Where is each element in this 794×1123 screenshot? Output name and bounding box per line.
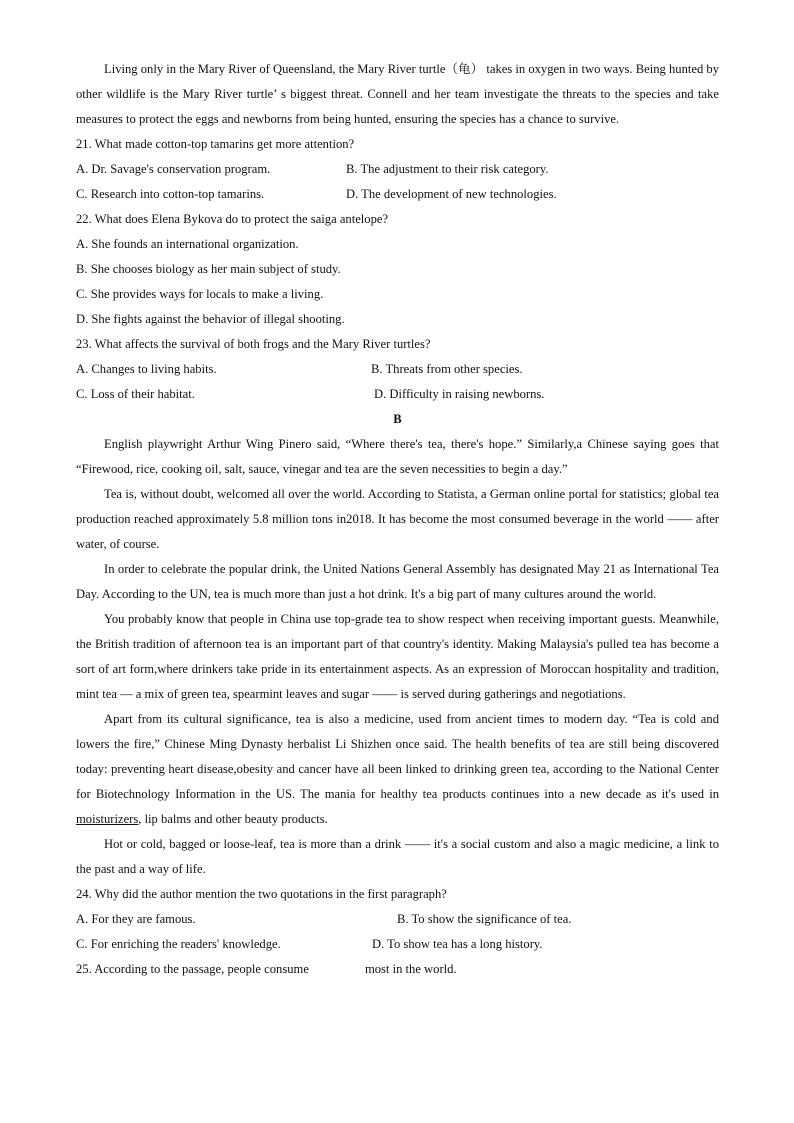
question-23-option-d: D. Difficulty in raising newborns. xyxy=(374,387,545,401)
underlined-word-moisturizers: moisturizers xyxy=(76,812,139,826)
paragraph-5-text-before: Apart from its cultural significance, tea is also a medicine, used from ancient times to modern day. “Tea is cold and lowers the fire,” Chinese Ming Dynasty herbalist Li Shizhen once said. The health benefits of tea are still being discovered today: preventing heart disease,obesity and cancer have all been linked to drinking green tea, according to the National Center for Biotechnology Information in the US. The mania for healthy tea products continues into a new decade as it's used in xyxy=(76,712,719,801)
question-24-option-c: C. For enriching the readers' knowledge. xyxy=(76,937,281,951)
passage-b-paragraph-3: In order to celebrate the popular drink, the United Nations General Assembly has designated May 21 as International Tea Day. According to the UN, tea is much more than just a hot drink. It's a big part of many cultures around the world. xyxy=(76,562,719,601)
question-22-stem: 22. What does Elena Bykova do to protect the saiga antelope? xyxy=(76,212,389,226)
question-22-option-d: D. She fights against the behavior of illegal shooting. xyxy=(76,312,345,326)
passage-b-paragraph-1: English playwright Arthur Wing Pinero said, “Where there's tea, there's hope.” Similarly,a Chinese saying goes that “Firewood, rice, cooking oil, salt, sauce, vinegar and tea are the seven necessities to begin a day.” xyxy=(76,437,719,476)
passage-b-paragraph-5 xyxy=(76,707,719,832)
passage-b-paragraph-4: You probably know that people in China use top-grade tea to show respect when receiving important guests. Meanwhile, the British tradition of afternoon tea is an important part of that country's identity. Making Malaysia's pulled tea has become a sort of art form,where drinkers take pride in its entertainment aspects. As an expression of Moroccan hospitality and tradition, mint tea — a mix of green tea, spearmint leaves and sugar —— is served during gatherings and negotiations. xyxy=(76,612,719,701)
question-21-stem: 21. What made cotton-top tamarins get more attention? xyxy=(76,137,355,151)
question-24-options-cd xyxy=(76,932,719,957)
question-21-option-b: B. The adjustment to their risk category. xyxy=(346,162,549,176)
passage-a-last-paragraph: Living only in the Mary River of Queensland, the Mary River turtle（龟） takes in oxygen in two ways. Being hunted by other wildlife is the Mary River turtle’ s biggest threat. Connell and her team investigate the threats to the species and take measures to protect the eggs and newborns from being hunted, ensuring the species has a chance to survive. xyxy=(76,62,719,126)
question-24-option-b: B. To show the significance of tea. xyxy=(397,912,572,926)
question-22-option-a: A. She founds an international organization. xyxy=(76,237,299,251)
question-25-stem xyxy=(76,957,719,982)
question-21-option-a: A. Dr. Savage's conservation program. xyxy=(76,162,271,176)
passage-b-paragraph-2: Tea is, without doubt, welcomed all over the world. According to Statista, a German online portal for statistics; global tea production reached approximately 5.8 million tons in2018. It has become the most consumed beverage in the world —— after water, of course. xyxy=(76,487,719,551)
paragraph-5-text-after: , lip balms and other beauty products. xyxy=(138,812,328,826)
question-21-option-d: D. The development of new technologies. xyxy=(346,187,557,201)
question-21-option-c: C. Research into cotton-top tamarins. xyxy=(76,187,265,201)
section-b-heading: B xyxy=(393,412,402,426)
question-23-option-b: B. Threats from other species. xyxy=(371,362,523,376)
question-23-option-a: A. Changes to living habits. xyxy=(76,362,217,376)
question-22-option-b: B. She chooses biology as her main subject of study. xyxy=(76,262,341,276)
question-21-options-ab xyxy=(76,157,719,182)
question-23-options-cd xyxy=(76,382,719,407)
question-23-stem: 23. What affects the survival of both frogs and the Mary River turtles? xyxy=(76,337,431,351)
question-24-stem: 24. Why did the author mention the two quotations in the first paragraph? xyxy=(76,887,447,901)
question-24-options-ab xyxy=(76,907,719,932)
question-25-stem-start: 25. According to the passage, people consume xyxy=(76,962,309,976)
passage-b-paragraph-6: Hot or cold, bagged or loose-leaf, tea is more than a drink —— it's a social custom and also a magic medicine, a link to the past and a way of life. xyxy=(76,837,719,876)
question-24-option-a: A. For they are famous. xyxy=(76,912,196,926)
document-page xyxy=(76,57,719,982)
question-22-option-c: C. She provides ways for locals to make a living. xyxy=(76,287,324,301)
question-24-option-d: D. To show tea has a long history. xyxy=(372,937,543,951)
question-21-options-cd xyxy=(76,182,719,207)
question-23-options-ab xyxy=(76,357,719,382)
question-25-stem-end: most in the world. xyxy=(364,962,457,976)
question-23-option-c: C. Loss of their habitat. xyxy=(76,387,195,401)
